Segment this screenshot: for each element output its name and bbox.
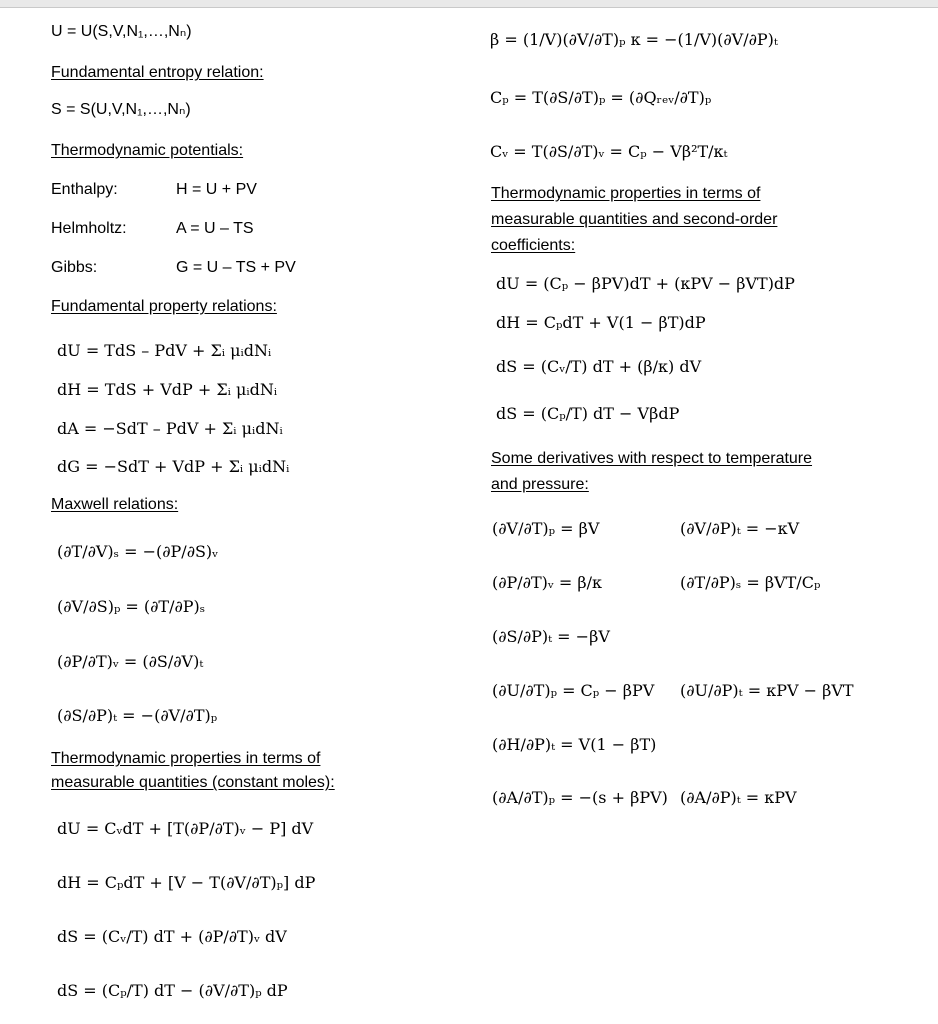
derivative-da-dp: (∂A/∂P)ₜ = κPV: [680, 788, 797, 807]
beta-kappa-definitions: β = (1/V)(∂V/∂T)ₚ κ = −(1/V)(∂V/∂P)ₜ: [490, 30, 778, 49]
maxwell-relation-3: (∂P/∂T)ᵥ = (∂S/∂V)ₜ: [57, 652, 204, 671]
second-order-heading-line1: Thermodynamic properties in terms of: [491, 185, 761, 202]
cp-definition: Cₚ = T(∂S/∂T)ₚ = (∂Qᵣₑᵥ/∂T)ₚ: [490, 88, 712, 107]
internal-energy-function: U = U(S,V,N₁,…,Nₙ): [51, 23, 192, 40]
derivatives-heading-line1: Some derivatives with respect to temperature: [491, 450, 813, 467]
gibbs-label: Gibbs:: [51, 259, 98, 276]
potentials-heading: Thermodynamic potentials:: [51, 142, 244, 159]
maxwell-relation-1: (∂T/∂V)ₛ = −(∂P/∂S)ᵥ: [57, 542, 219, 561]
second-order-heading-line3: coefficients:: [491, 237, 576, 254]
derivative-dv-dp: (∂V/∂P)ₜ = −κV: [680, 519, 800, 538]
helmholtz-label: Helmholtz:: [51, 220, 127, 237]
derivative-ds-dp: (∂S/∂P)ₜ = −βV: [492, 627, 610, 646]
property-relation-dg: dG = −SdT + VdP + Σᵢ μᵢdNᵢ: [57, 457, 290, 476]
second-order-ds-1: dS = (Cᵥ/T) dT + (β/κ) dV: [496, 357, 702, 376]
entropy-function: S = S(U,V,N₁,…,Nₙ): [51, 101, 191, 118]
derivative-dv-dt: (∂V/∂T)ₚ = βV: [492, 519, 600, 538]
derivative-du-dt: (∂U/∂T)ₚ = Cₚ − βPV: [492, 681, 655, 700]
derivative-da-dt: (∂A/∂T)ₚ = −(s + βPV): [492, 788, 668, 807]
measurable-heading-line1: Thermodynamic properties in terms of: [51, 750, 321, 767]
entropy-relation-heading: Fundamental entropy relation:: [51, 64, 264, 81]
derivative-dh-dp: (∂H/∂P)ₜ = V(1 − βT): [492, 735, 657, 754]
property-relations-heading: Fundamental property relations:: [51, 298, 277, 315]
maxwell-relation-2: (∂V/∂S)ₚ = (∂T/∂P)ₛ: [57, 597, 206, 616]
second-order-heading-line2: measurable quantities and second-order: [491, 211, 778, 228]
helmholtz-expr: A = U – TS: [176, 220, 254, 237]
property-relation-du: dU = TdS – PdV + Σᵢ μᵢdNᵢ: [57, 341, 272, 360]
cv-definition: Cᵥ = T(∂S/∂T)ᵥ = Cₚ − Vβ²T/κₜ: [490, 142, 728, 161]
enthalpy-label: Enthalpy:: [51, 181, 118, 198]
derivative-dp-dt: (∂P/∂T)ᵥ = β/κ: [492, 573, 603, 592]
measurable-du: dU = CᵥdT + [T(∂P/∂T)ᵥ − P] dV: [57, 819, 314, 838]
derivative-du-dp: (∂U/∂P)ₜ = κPV − βVT: [680, 681, 854, 700]
property-relation-da: dA = −SdT – PdV + Σᵢ μᵢdNᵢ: [57, 419, 283, 438]
derivatives-heading-line2: and pressure:: [491, 476, 589, 493]
gibbs-expr: G = U – TS + PV: [176, 259, 296, 276]
second-order-ds-2: dS = (Cₚ/T) dT − VβdP: [496, 404, 680, 423]
second-order-du: dU = (Cₚ − βPV)dT + (κPV − βVT)dP: [496, 274, 795, 293]
measurable-ds-2: dS = (Cₚ/T) dT − (∂V/∂T)ₚ dP: [57, 981, 288, 1000]
enthalpy-expr: H = U + PV: [176, 181, 257, 198]
maxwell-relation-4: (∂S/∂P)ₜ = −(∂V/∂T)ₚ: [57, 706, 218, 725]
top-bar: [0, 0, 938, 8]
derivative-dt-dp: (∂T/∂P)ₛ = βVT/Cₚ: [680, 573, 821, 592]
property-relation-dh: dH = TdS + VdP + Σᵢ μᵢdNᵢ: [57, 380, 278, 399]
measurable-dh: dH = CₚdT + [V − T(∂V/∂T)ₚ] dP: [57, 873, 316, 892]
second-order-dh: dH = CₚdT + V(1 − βT)dP: [496, 313, 706, 332]
measurable-ds-1: dS = (Cᵥ/T) dT + (∂P/∂T)ᵥ dV: [57, 927, 287, 946]
maxwell-heading: Maxwell relations:: [51, 496, 179, 513]
measurable-heading-line2: measurable quantities (constant moles):: [51, 774, 335, 791]
